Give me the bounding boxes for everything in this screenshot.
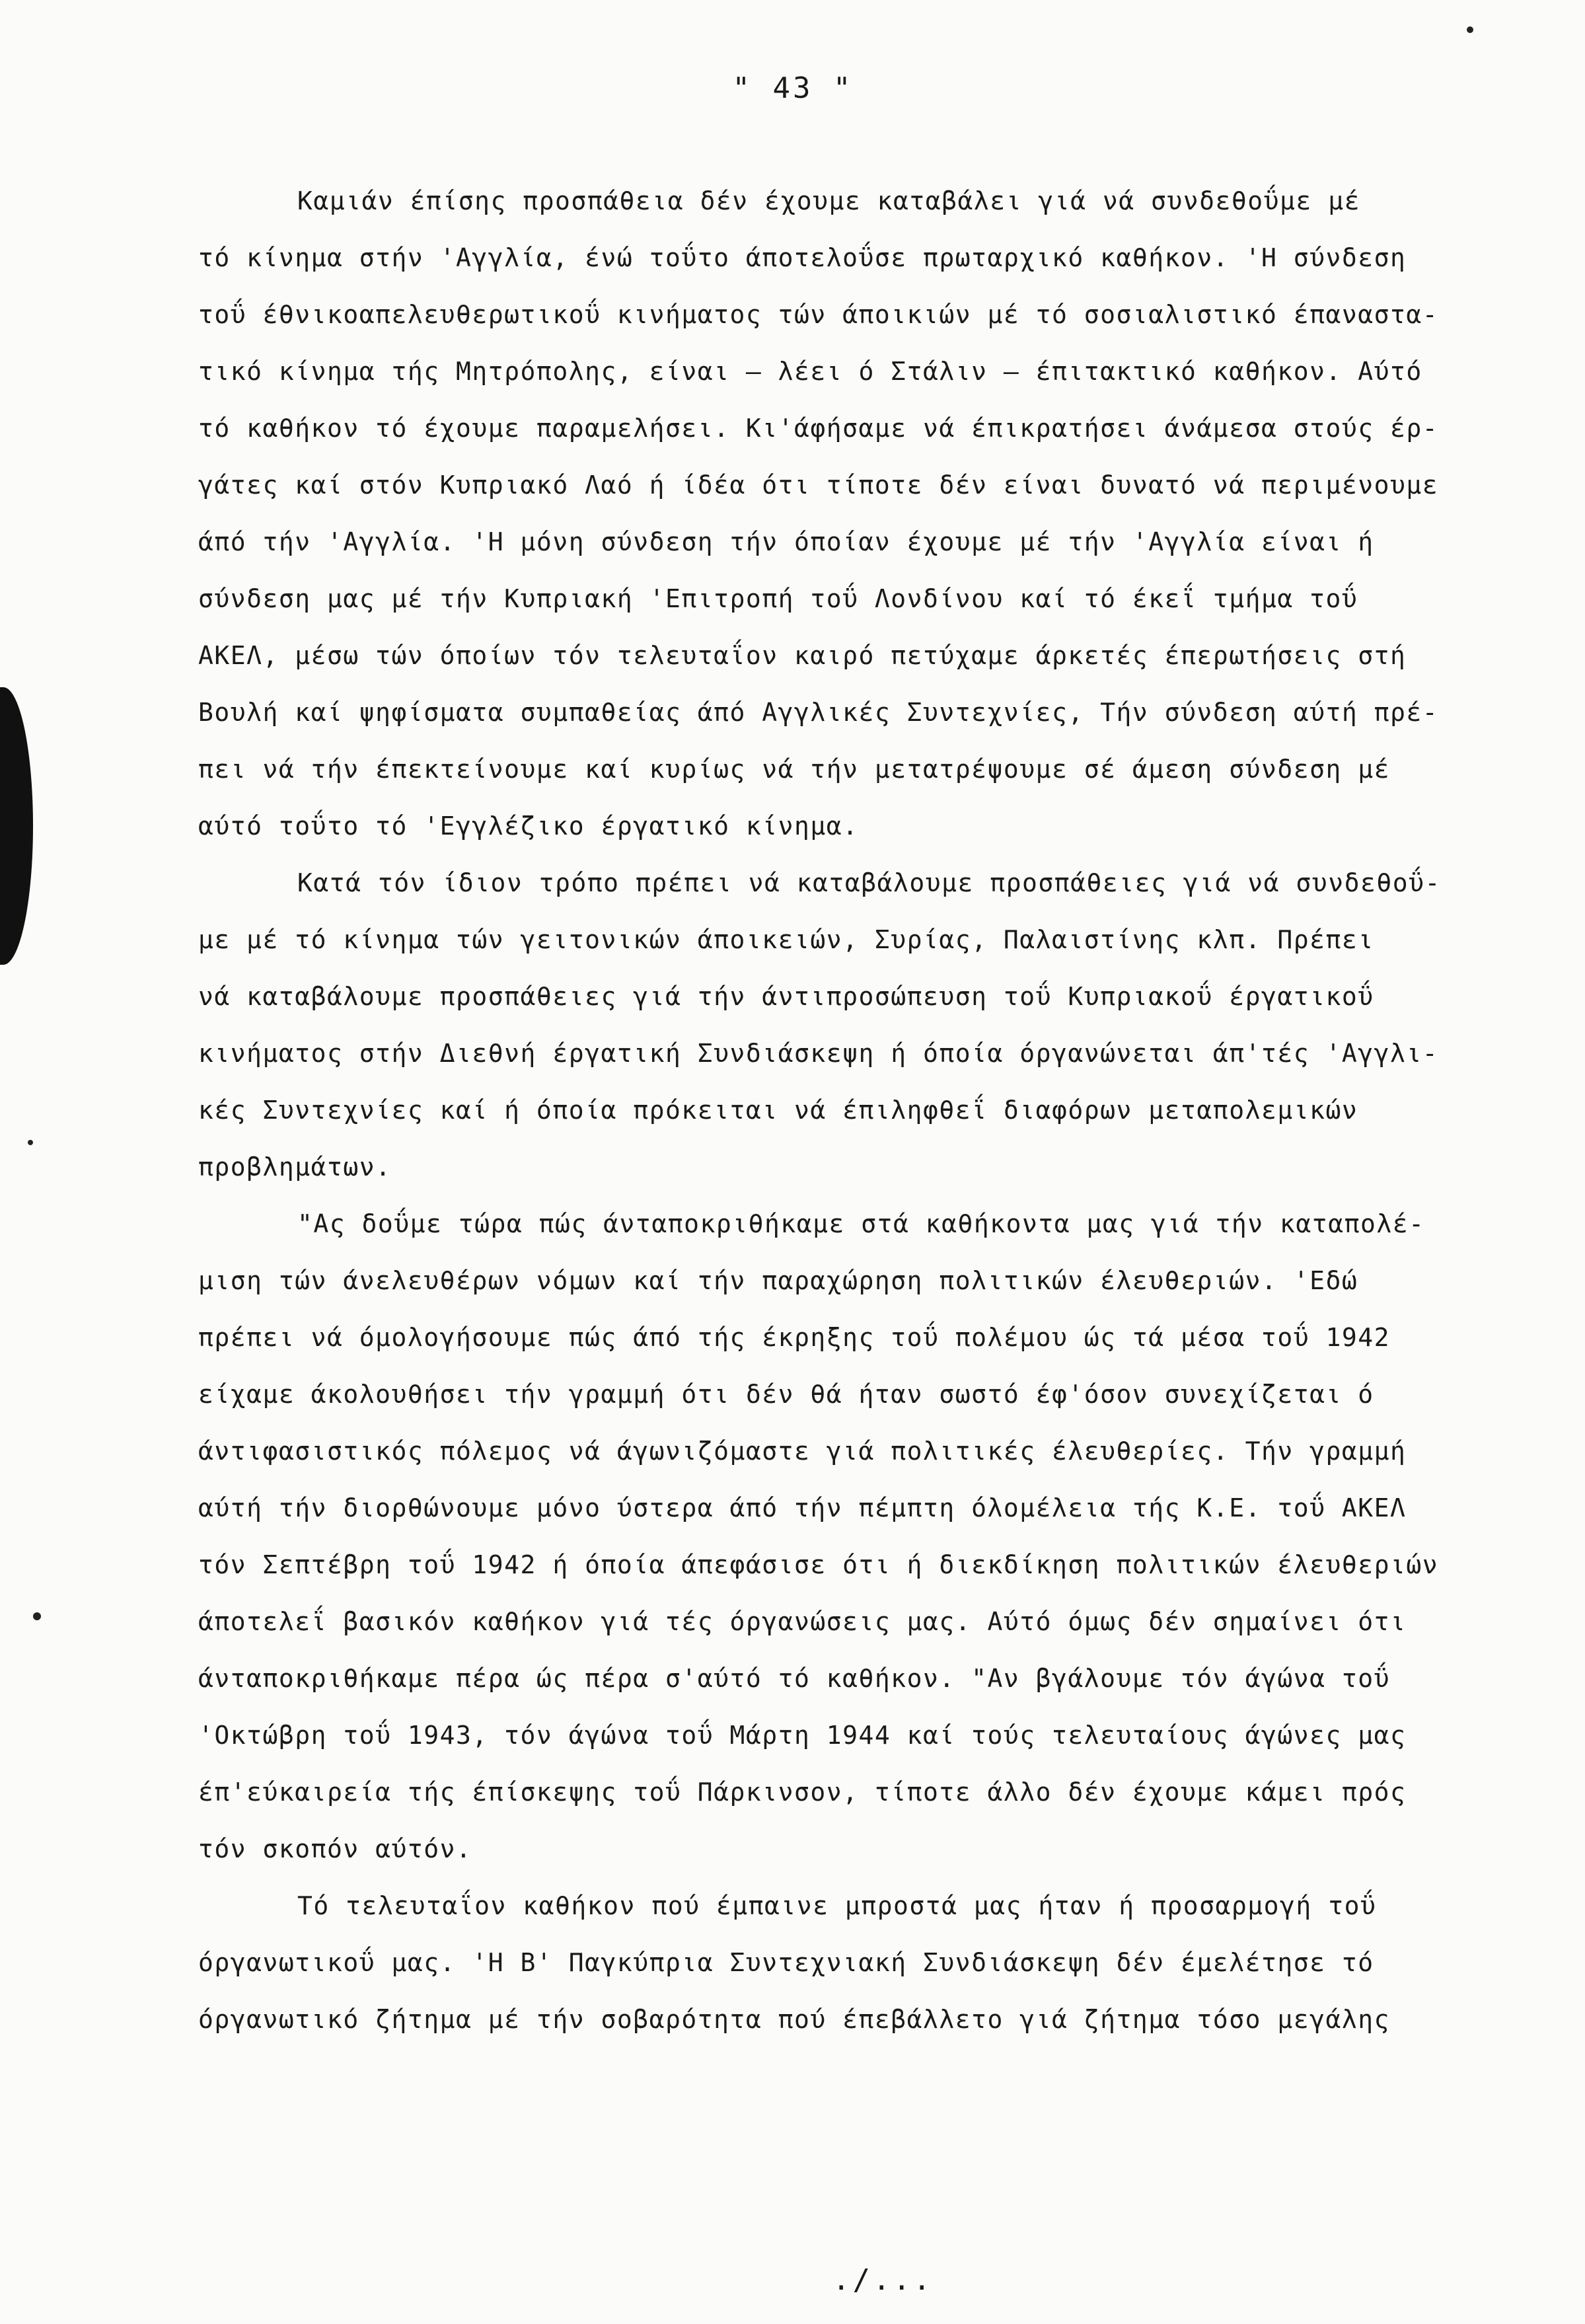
text-line: άπό τήν 'Αγγλία. 'Η μόνη σύνδεση τήν όποίαν έχουμε μέ τήν 'Αγγλία είναι ή — [198, 527, 1374, 556]
text-line: νά καταβάλουμε προσπάθειες γιά τήν άντιπροσώπευση τοΰ Κυπριακοΰ έργατικοΰ — [198, 982, 1374, 1011]
text-line: τόν σκοπόν αύτόν. — [198, 1834, 472, 1863]
text-line: 'Οκτώβρη τοΰ 1943, τόν άγώνα τοΰ Μάρτη 1944 καί τούς τελευταίους άγώνες μας — [198, 1721, 1407, 1750]
ink-speck — [1467, 26, 1473, 33]
text-line: είχαμε άκολουθήσει τήν γραμμή ότι δέν θά ήταν σωστό έφ'όσον συνεχίζεται ό — [198, 1380, 1374, 1409]
text-line: τικό κίνημα τής Μητρόπολης, είναι – λέει ό Στάλιν – έπιτακτικό καθήκον. Αύτό — [198, 357, 1422, 386]
text-line: άντιφασιστικός πόλεμος νά άγωνιζόμαστε γιά πολιτικές έλευθερίες. Τήν γραμμή — [198, 1437, 1407, 1466]
text-line: με μέ τό κίνημα τών γειτονικών άποικειών, Συρίας, Παλαιστίνης κλπ. Πρέπει — [198, 925, 1374, 954]
binding-hole — [0, 687, 33, 965]
text-line: κινήματος στήν Διεθνή έργατική Συνδιάσκεψη ή όποία όργανώνεται άπ'τές 'Αγγλι- — [198, 1039, 1439, 1068]
ink-speck — [28, 1140, 33, 1145]
text-line: τόν Σεπτέβρη τοΰ 1942 ή όποία άπεφάσισε ότι ή διεκδίκηση πολιτικών έλευθεριών — [198, 1550, 1439, 1579]
text-line: όργανωτικοΰ μας. 'Η Β' Παγκύπρια Συντεχνιακή Συνδιάσκεψη δέν έμελέτησε τό — [198, 1948, 1374, 1977]
text-line: όργανωτικό ζήτημα μέ τήν σοβαρότητα πού έπεβάλλετο γιά ζήτημα τόσο μεγάλης — [198, 2005, 1390, 2034]
text-line: αύτή τήν διορθώνουμε μόνο ύστερα άπό τήν πέμπτη όλομέλεια τής Κ.Ε. τοΰ ΑΚΕΛ — [198, 1493, 1407, 1522]
text-line: τοΰ έθνικοαπελευθερωτικοΰ κινήματος τών άποικιών μέ τό σοσιαλιστικό έπαναστα- — [198, 300, 1439, 329]
text-line: μιση τών άνελευθέρων νόμων καί τήν παραχώρηση πολιτικών έλευθεριών. 'Εδώ — [198, 1266, 1358, 1295]
text-line: έπ'εύκαιρεία τής έπίσκεψης τοΰ Πάρκινσον, τίποτε άλλο δέν έχουμε κάμει πρός — [198, 1778, 1407, 1807]
text-line: κές Συντεχνίες καί ή όποία πρόκειται νά έπιληφθεΐ διαφόρων μεταπολεμικών — [198, 1096, 1358, 1125]
text-line: Καμιάν έπίσης προσπάθεια δέν έχουμε καταβάλει γιά νά συνδεθοΰμε μέ — [297, 186, 1360, 215]
page-number: " 43 " — [732, 71, 854, 105]
ink-speck — [33, 1612, 41, 1620]
text-line: Κατά τόν ίδιον τρόπο πρέπει νά καταβάλουμε προσπάθειες γιά νά συνδεθοΰ- — [297, 868, 1441, 897]
text-line: ΑΚΕΛ, μέσω τών όποίων τόν τελευταΐον καιρό πετύχαμε άρκετές έπερωτήσεις στή — [198, 641, 1407, 670]
text-line: Τό τελευταΐον καθήκον πού έμπαινε μπροστά μας ήταν ή προσαρμογή τοΰ — [297, 1891, 1377, 1920]
text-line: άνταποκριθήκαμε πέρα ώς πέρα σ'αύτό τό καθήκον. "Αν βγάλουμε τόν άγώνα τοΰ — [198, 1664, 1390, 1693]
text-line: τό κίνημα στήν 'Αγγλία, ένώ τοΰτο άποτελοΰσε πρωταρχικό καθήκον. 'Η σύνδεση — [198, 243, 1407, 272]
text-line: τό καθήκον τό έχουμε παραμελήσει. Κι'άφήσαμε νά έπικρατήσει άνάμεσα στούς έρ- — [198, 414, 1439, 443]
text-line: γάτες καί στόν Κυπριακό Λαό ή ίδέα ότι τίποτε δέν είναι δυνατό νά περιμένουμε — [198, 470, 1439, 500]
continuation-mark: ./... — [832, 2263, 934, 2297]
text-line: πει νά τήν έπεκτείνουμε καί κυρίως νά τήν μετατρέψουμε σέ άμεση σύνδεση μέ — [198, 755, 1390, 784]
text-line: "Ας δοΰμε τώρα πώς άνταποκριθήκαμε στά καθήκοντα μας γιά τήν καταπολέ- — [297, 1209, 1425, 1238]
text-line: αύτό τοΰτο τό 'Εγγλέζικο έργατικό κίνημα. — [198, 811, 859, 841]
text-line: προβλημάτων. — [198, 1152, 392, 1181]
text-line: πρέπει νά όμολογήσουμε πώς άπό τής έκρηξης τοΰ πολέμου ώς τά μέσα τοΰ 1942 — [198, 1323, 1390, 1352]
text-line: άποτελεΐ βασικόν καθήκον γιά τές όργανώσεις μας. Αύτό όμως δέν σημαίνει ότι — [198, 1607, 1407, 1636]
text-line: Βουλή καί ψηφίσματα συμπαθείας άπό Αγγλικές Συντεχνίες, Τήν σύνδεση αύτή πρέ- — [198, 698, 1439, 727]
text-line: σύνδεση μας μέ τήν Κυπριακή 'Επιτροπή τοΰ Λονδίνου καί τό έκεΐ τμήμα τοΰ — [198, 584, 1358, 613]
